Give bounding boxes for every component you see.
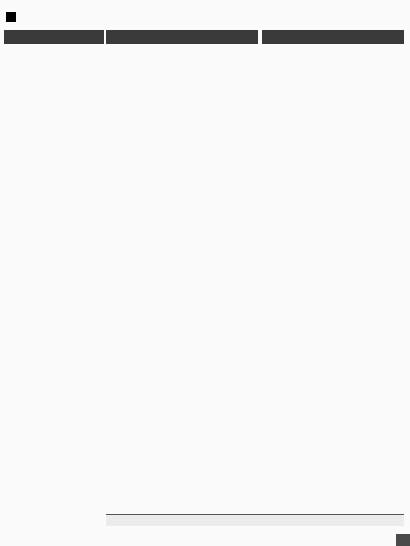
page-corner [396,534,410,546]
page-title [6,6,20,28]
square-icon [6,12,16,22]
header-vocabulary [4,30,104,44]
upper-portfolio-line [106,514,404,526]
header-reading-writing [262,30,404,44]
header-grammar [106,30,258,44]
